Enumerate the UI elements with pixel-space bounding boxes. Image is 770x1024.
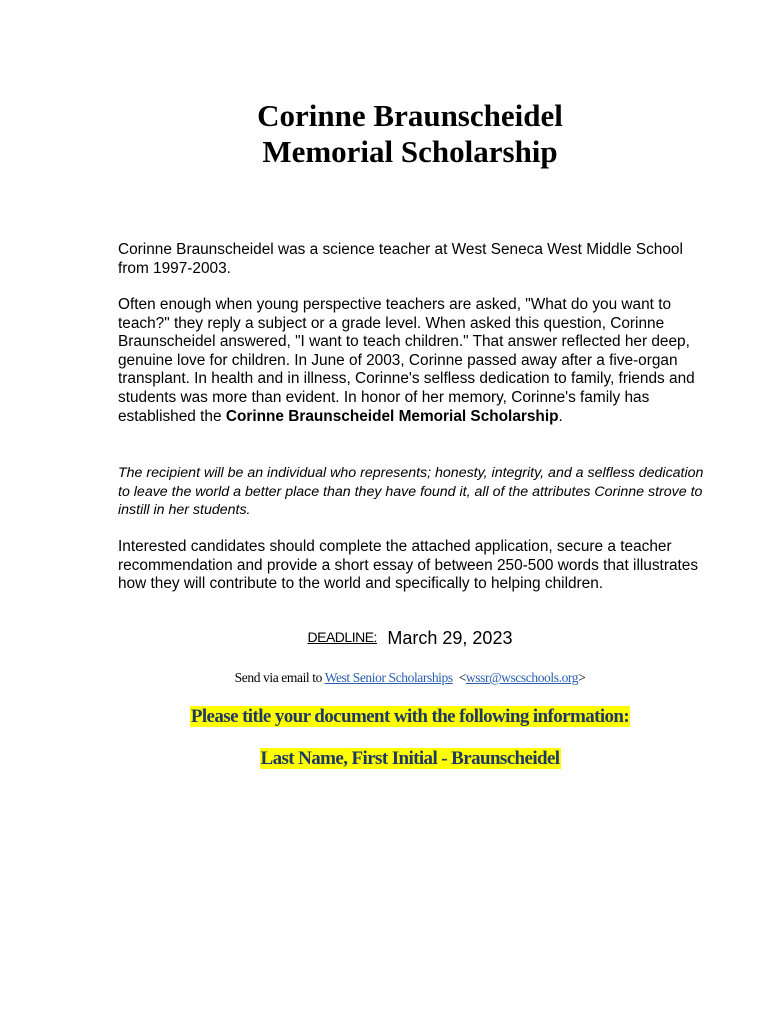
title-instruction: [0, 706, 770, 728]
deadline-label: DEADLINE:: [307, 629, 377, 645]
page-title: [0, 98, 770, 170]
paragraph-story-end: .: [558, 407, 563, 425]
paragraph-story: [118, 296, 708, 426]
send-instructions: [0, 670, 770, 686]
email-link[interactable]: wssr@wscschools.org: [465, 670, 579, 685]
paragraph-recipient: The recipient will be an individual who represents; honesty, integrity, and a selfless dedication to leave the world a better place than they have found it, all of the attributes Corinne strove to instill in her students.: [118, 465, 704, 518]
paragraph-story-text: Often enough when young perspective teachers are asked, "What do you want to teach?" they reply a subject or a grade level. When asked this question, Corinne Braunscheidel answered, "I want to teach children." That answer reflected her deep, genuine love for children. In June of 2003, Corinne passed away after a five-organ transplant. In health and in illness, Corinne's selfless dedication to family, friends and students was more than evident. In honor of her memory, Corinne's family has established the: [118, 296, 695, 425]
send-prefix: Send via email to: [234, 670, 322, 685]
title-instruction-text: Please title your document with the following information:: [190, 706, 630, 727]
title-format-text: Last Name, First Initial - Braunscheidel: [260, 748, 560, 769]
title-line-1: Corinne Braunscheidel: [257, 98, 563, 133]
email-close-bracket: >: [578, 670, 586, 685]
scholarship-link[interactable]: West Senior Scholarships: [324, 670, 453, 685]
deadline-date: March 29, 2023: [387, 628, 513, 648]
title-line-2: Memorial Scholarship: [262, 134, 558, 169]
email-open-bracket: <: [458, 670, 466, 685]
scholarship-name: Corinne Braunscheidel Memorial Scholarship: [225, 407, 559, 425]
title-format: [0, 748, 770, 770]
paragraph-intro: Corinne Braunscheidel was a science teacher at West Seneca West Middle School from 1997-2003.: [118, 241, 683, 277]
paragraph-instructions: Interested candidates should complete the attached application, secure a teacher recommendation and provide a short essay of between 250-500 words that illustrates how they will contribute to the world and specifically to helping children.: [118, 538, 699, 593]
deadline: [0, 628, 770, 649]
